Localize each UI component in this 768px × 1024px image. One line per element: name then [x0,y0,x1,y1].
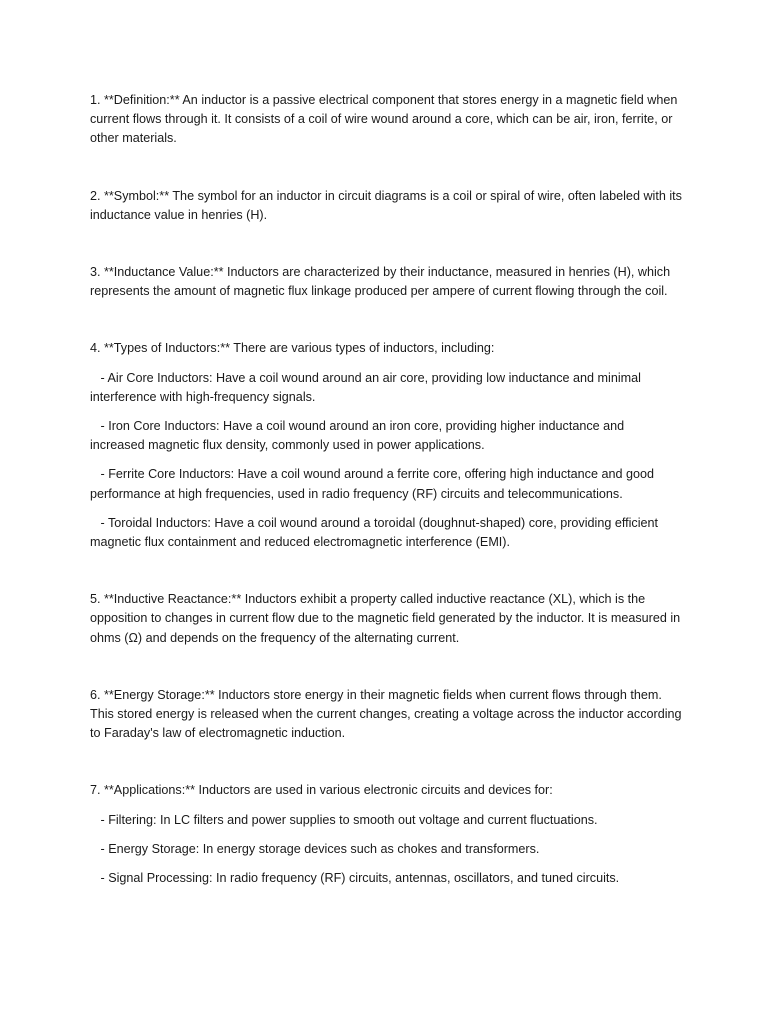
list-item: - Signal Processing: In radio frequency (RF) circuits, antennas, oscillators, and tuned circuits. [90,871,620,886]
list-item: - Ferrite Core Inductors: Have a coil wound around a ferrite core, offering high inductance and good performance at high frequencies, used in radio frequency (RF) circuits and telecommunications. [90,467,658,501]
section-inductance-value [90,263,682,301]
paragraph: 7. **Applications:** Inductors are used in various electronic circuits and devices for: [90,783,553,798]
section-inductive-reactance [90,590,682,648]
paragraph: 5. **Inductive Reactance:** Inductors exhibit a property called inductive reactance (XL), which is the opposition to changes in current flow due to the magnetic field generated by the inductor. It is measured in ohms (Ω) and depends on the frequency of the alternating current. [90,592,681,645]
section-energy-storage [90,686,682,744]
document-page [90,91,682,888]
paragraph: 6. **Energy Storage:** Inductors store energy in their magnetic fields when current flows through them. This stored energy is released when the current changes, creating a voltage across the inductor according to Faraday's law of electromagnetic induction. [90,687,682,741]
paragraph: 4. **Types of Inductors:** There are various types of inductors, including: [90,341,495,356]
list-item: - Energy Storage: In energy storage devices such as chokes and transformers. [90,841,540,856]
section-symbol [90,187,682,225]
paragraph: 2. **Symbol:** The symbol for an inductor in circuit diagrams is a coil or spiral of wire, often labeled with its inductance value in henries (H). [90,188,682,222]
list-item: - Filtering: In LC filters and power supplies to smooth out voltage and current fluctuations. [90,812,598,827]
list-item: - Toroidal Inductors: Have a coil wound around a toroidal (doughnut-shaped) core, providing efficient magnetic flux containment and reduced electromagnetic interference (EMI). [90,515,662,550]
section-types-of-inductors [90,339,682,552]
list-item: - Iron Core Inductors: Have a coil wound around an iron core, providing higher inductance and increased magnetic flux density, commonly used in power applications. [90,419,628,453]
paragraph: 3. **Inductance Value:** Inductors are characterized by their inductance, measured in henries (H), which represents the amount of magnetic flux linkage produced per ampere of current flowing through the coil. [90,265,671,299]
section-definition [90,91,682,149]
list-item: - Air Core Inductors: Have a coil wound around an air core, providing low inductance and minimal interference with high-frequency signals. [90,370,645,404]
section-applications [90,781,682,888]
paragraph: 1. **Definition:** An inductor is a passive electrical component that stores energy in a magnetic field when current flows through it. It consists of a coil of wire wound around a core, which can be air, iron, ferrite, or other materials. [90,93,678,146]
